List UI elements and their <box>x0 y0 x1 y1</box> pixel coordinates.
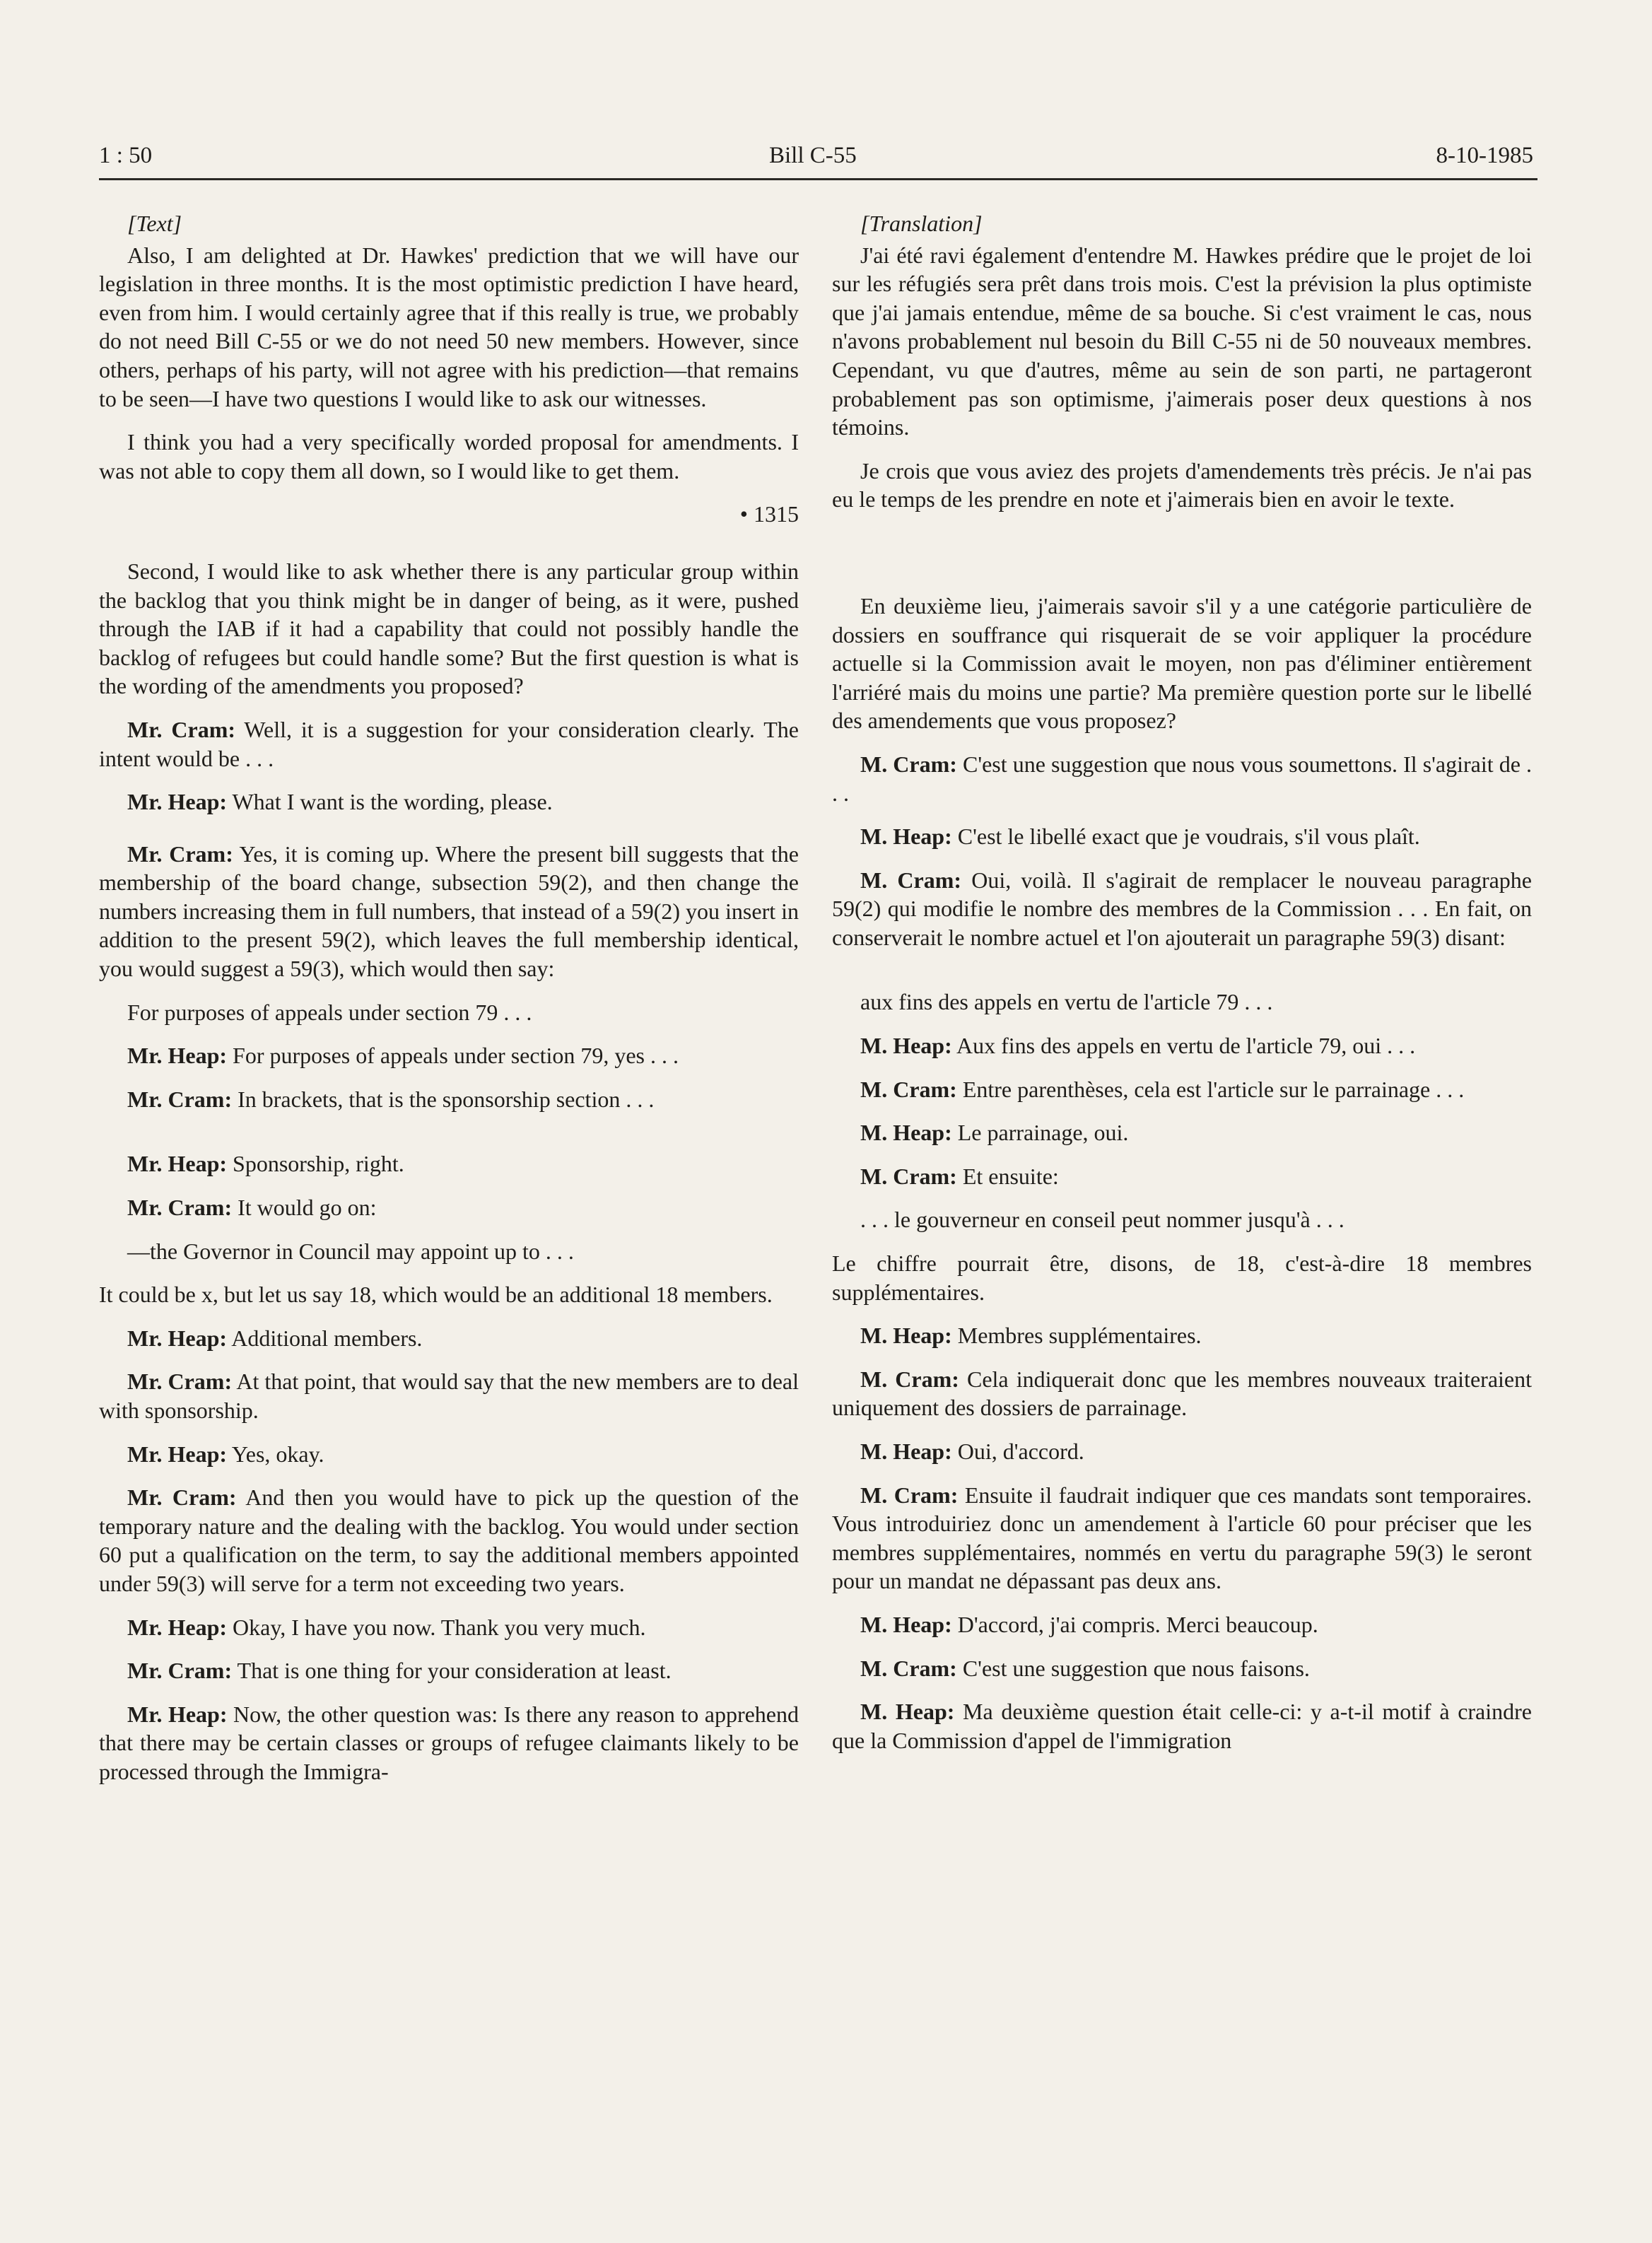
section-label: [Translation] <box>860 211 983 236</box>
speech-entry <box>99 1483 799 1598</box>
speech-text: Sponsorship, right. <box>227 1151 404 1177</box>
english-column <box>99 209 799 1801</box>
paragraph: Second, I would like to ask whether there is any particular group within the backlog that you think might be in danger of being, as it were, pushed through the IAB if it had a capability that could not possibly handle the backlog of refugees but could handle some? But the first question is what is the wording of the amendments you proposed? <box>99 558 799 699</box>
speech-entry <box>99 787 799 816</box>
speaker-name: Mr. Heap: <box>127 1614 228 1640</box>
speech-entry <box>832 1481 1532 1595</box>
speech-text: And then you would have to pick up the question of the temporary nature and the dealing with the backlog. You would under section 60 put a qualification on the term, to say the additional members appointed under 59(3) will serve for a term not exceeding two years. <box>99 1484 799 1596</box>
speaker-name: M. Cram: <box>860 1163 957 1189</box>
speaker-name: Mr. Cram: <box>127 716 236 742</box>
speech-entry <box>99 840 799 983</box>
speaker-name: M. Cram: <box>860 1076 957 1102</box>
speech-text: Yes, it is coming up. Where the present bill suggests that the membership of the board change, subsection 59(2), and then change the numbers increasing them in full numbers, that instead of a 59(2) you insert in addition to the present 59(2), which leaves the full membership identical, you would suggest a 59(3), which would then say: <box>99 841 799 982</box>
speaker-name: M. Heap: <box>860 1033 952 1059</box>
speech-entry <box>99 1085 799 1114</box>
speech-text: Membres supplémentaires. <box>951 1323 1202 1349</box>
paragraph: Also, I am delighted at Dr. Hawkes' prediction that we will have our legislation in three months. It is the most optimistic prediction I have heard, even from him. I would certainly agree that if this really is true, we probably do not need Bill C-55 or we do not need 50 new members. However, since others, perhaps of his party, will not agree with his prediction—that remains to be seen—I have two questions I would like to ask our witnesses. <box>99 242 799 411</box>
speaker-name: M. Cram: <box>860 1482 959 1508</box>
speech-entry <box>99 1324 799 1353</box>
speaker-name: Mr. Cram: <box>127 841 233 867</box>
speech-text: For purposes of appeals under section 79, yes . . . <box>227 1043 679 1069</box>
speech-text: Le parrainage, oui. <box>951 1120 1129 1146</box>
speaker-name: Mr. Cram: <box>127 1484 237 1511</box>
speech-text: That is one thing for your consideration at least. <box>232 1658 672 1684</box>
speech-text: Aux fins des appels en vertu de l'article 79, oui . . . <box>951 1033 1416 1059</box>
speech-text: C'est le libellé exact que je voudrais, s'il vous plaît. <box>951 824 1420 850</box>
quotation: For purposes of appeals under section 79 . . . <box>127 999 532 1025</box>
quotation: —the Governor in Council may appoint up to . . . <box>127 1238 574 1264</box>
quotation: . . . le gouverneur en conseil peut nommer jusqu'à . . . <box>860 1207 1345 1233</box>
speech-text: Yes, okay. <box>227 1441 324 1467</box>
speech-entry <box>832 822 1532 851</box>
speech-text: Entre parenthèses, cela est l'article sur le parrainage . . . <box>956 1076 1465 1102</box>
speaker-name: M. Cram: <box>860 867 962 893</box>
speech-entry <box>99 1041 799 1070</box>
speech-entry <box>99 1367 799 1424</box>
speech-entry <box>99 1700 799 1786</box>
speech-entry <box>832 1654 1532 1683</box>
time-marker: • 1315 <box>739 501 799 527</box>
meeting-date: 8-10-1985 <box>1436 143 1533 168</box>
speech-entry <box>99 1193 799 1222</box>
speaker-name: Mr. Heap: <box>127 1441 228 1467</box>
speaker-name: M. Heap: <box>860 824 952 850</box>
speech-entry <box>99 1613 799 1642</box>
speaker-name: Mr. Cram: <box>127 1086 233 1112</box>
speech-entry <box>832 1365 1532 1422</box>
speech-entry <box>99 1656 799 1685</box>
quotation: aux fins des appels en vertu de l'article 79 . . . <box>860 989 1273 1015</box>
section-label: [Text] <box>127 211 182 236</box>
speech-entry <box>832 1610 1532 1639</box>
speaker-name: M. Heap: <box>860 1439 952 1464</box>
speech-entry <box>832 1118 1532 1147</box>
speaker-name: M. Heap: <box>860 1323 952 1349</box>
speaker-name: M. Heap: <box>860 1699 955 1725</box>
speaker-name: Mr. Heap: <box>127 789 228 815</box>
speech-entry <box>832 750 1532 807</box>
speech-text: Okay, I have you now. Thank you very much. <box>227 1614 646 1640</box>
speech-entry <box>832 1162 1532 1191</box>
speaker-name: Mr. Heap: <box>127 1701 228 1727</box>
french-column <box>832 209 1532 1769</box>
page-number: 1 : 50 <box>99 143 153 168</box>
speech-text: Cela indiquerait donc que les membres nouveaux traiteraient uniquement des dossiers de parrainage. <box>832 1366 1533 1421</box>
speaker-name: M. Heap: <box>860 1611 952 1637</box>
speech-text: What I want is the wording, please. <box>227 789 553 815</box>
paragraph: I think you had a very specifically worded proposal for amendments. I was not able to copy them all down, so I would like to get them. <box>99 429 799 484</box>
speaker-name: Mr. Cram: <box>127 1658 233 1684</box>
speech-entry <box>832 1437 1532 1466</box>
bill-title: Bill C-55 <box>769 143 857 168</box>
speech-entry <box>832 1697 1532 1755</box>
speech-text: In brackets, that is the sponsorship section . . . <box>232 1086 655 1112</box>
paragraph: Le chiffre pourrait être, disons, de 18, c'est-à-dire 18 membres supplémentaires. <box>832 1251 1532 1305</box>
speech-text: D'accord, j'ai compris. Merci beaucoup. <box>951 1611 1318 1637</box>
speech-text: Now, the other question was: Is there any reason to apprehend that there may be certain classes or groups of refugee claimants likely to be processed through the Immigra- <box>99 1701 799 1784</box>
speaker-name: Mr. Cram: <box>127 1195 233 1221</box>
speaker-name: M. Cram: <box>860 1655 957 1681</box>
speech-text: Et ensuite: <box>956 1163 1059 1189</box>
paragraph: Je crois que vous aviez des projets d'amendements très précis. Je n'ai pas eu le temps de les prendre en note et j'aimerais bien en avoir le texte. <box>832 457 1532 513</box>
speech-entry <box>832 1075 1532 1104</box>
speaker-name: Mr. Cram: <box>127 1369 233 1395</box>
speech-entry <box>99 1440 799 1469</box>
page-header <box>99 143 1537 180</box>
speech-text: Oui, d'accord. <box>951 1439 1084 1464</box>
speaker-name: Mr. Heap: <box>127 1043 228 1069</box>
speech-text: It would go on: <box>232 1195 377 1221</box>
paragraph: It could be x, but let us say 18, which would be an additional 18 members. <box>99 1282 773 1308</box>
speech-text: Oui, voilà. Il s'agirait de remplacer le nouveau paragraphe 59(2) qui modifie le nombre des membres de la Commission . . . En fait, on conserverait le nombre actuel et l'on ajouterait un paragraphe 59(3) disant: <box>832 867 1533 950</box>
speech-entry <box>832 1031 1532 1060</box>
speech-text: At that point, that would say that the new members are to deal with sponsorship. <box>99 1369 799 1423</box>
paragraph: En deuxième lieu, j'aimerais savoir s'il y a une catégorie particulière de dossiers en souffrance qui risquerait de se voir appliquer la procédure actuelle si la Commission avait le moyen, non pas d'éliminer entièrement l'arriéré mais du moins une partie? Ma première question porte sur le libellé des amendements que vous proposez? <box>832 592 1532 734</box>
speaker-name: M. Heap: <box>860 1120 952 1146</box>
speech-text: C'est une suggestion que nous vous soumettons. Il s'agirait de . . . <box>832 751 1533 806</box>
speech-text: C'est une suggestion que nous faisons. <box>956 1655 1310 1681</box>
speech-entry <box>99 715 799 773</box>
speech-entry <box>832 866 1532 952</box>
speech-text: Well, it is a suggestion for your consideration clearly. The intent would be . . . <box>99 716 799 771</box>
speaker-name: Mr. Heap: <box>127 1325 228 1351</box>
speech-text: Ensuite il faudrait indiquer que ces mandats sont temporaires. Vous introduiriez donc un amendement à l'article 60 pour préciser que les membres supplémentaires, nommés en vertu du paragraphe 59(3) le seront pour un mandat ne dépassant pas deux ans. <box>832 1482 1533 1594</box>
speech-text: Ma deuxième question était celle-ci: y a-t-il motif à craindre que la Commission d'appel de l'immigration <box>832 1699 1533 1753</box>
speaker-name: M. Cram: <box>860 751 957 777</box>
speech-entry <box>832 1321 1532 1350</box>
speaker-name: Mr. Heap: <box>127 1151 228 1177</box>
paragraph: J'ai été ravi également d'entendre M. Hawkes prédire que le projet de loi sur les réfugiés sera prêt dans trois mois. C'est la prévision la plus optimiste que j'ai jamais entendue, même de sa bouche. Si c'est vraiment le cas, nous n'avons probablement nul besoin du Bill C-55 ni de 50 nouveaux membres. Cependant, vu que d'autres, même au sein de son parti, ne partageront probablement pas son optimisme, j'aimerais poser deux questions à nos témoins. <box>832 242 1532 440</box>
speaker-name: M. Cram: <box>860 1366 959 1392</box>
speech-text: Additional members. <box>227 1325 423 1351</box>
speech-entry <box>99 1149 799 1178</box>
